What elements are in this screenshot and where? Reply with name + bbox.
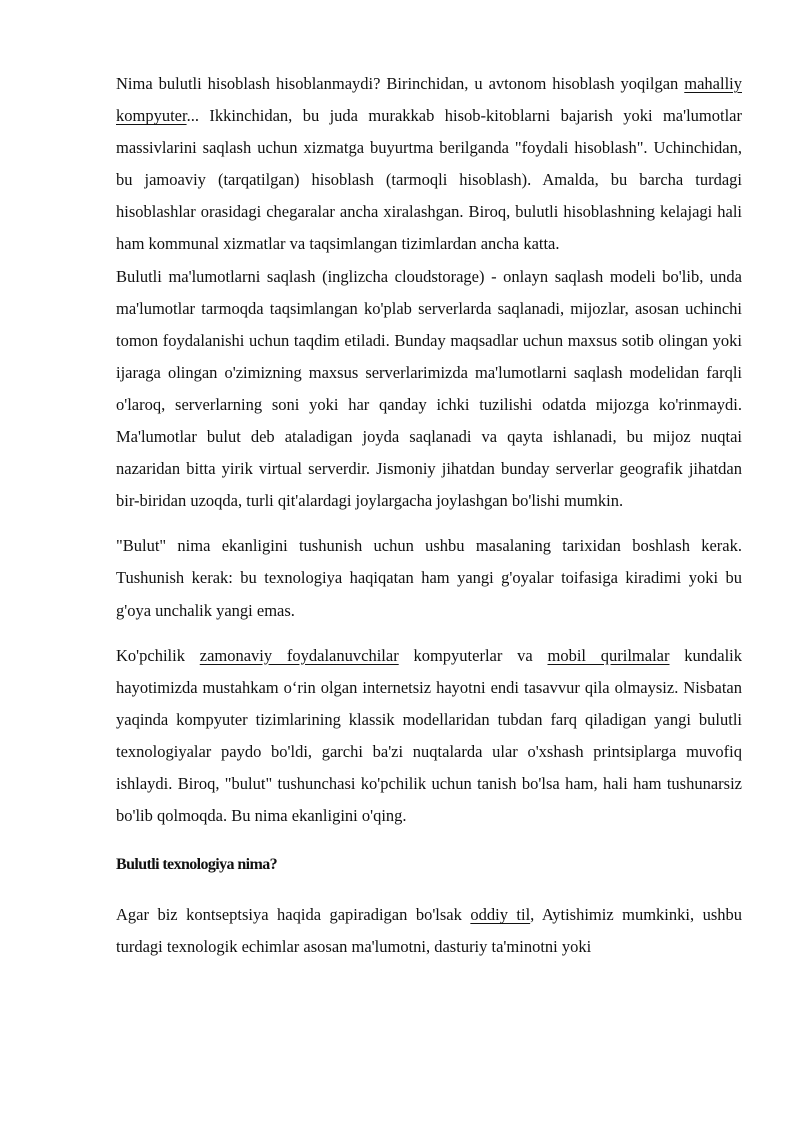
document-page — [116, 68, 742, 963]
link-oddiy-til[interactable]: oddiy til — [470, 905, 531, 925]
link-zamonaviy-foydalanuvchilar[interactable]: zamonaviy foydalanuvchilar — [199, 645, 399, 665]
paragraph-1: Nima bulutli hisoblash hisoblanmaydi? Birinchidan, u avtonom hisoblash yoqilgan mahalliy kompyuter... Ikkinchidan, bu juda murakkab hisob-kitoblarni bajarish yoki ma'lumotlar massivlarini saqlash uchun xizmatga buyurtma berilganda "foydali hisoblash". Uchinchidan, bu jamoaviy (tarqatilgan) hisoblash (tarmoqli hisoblash). Amalda, bu barcha turdagi hisoblashlar orasidagi chegaralar ancha xiralashgan. Biroq, bulutli hisoblashning kelajagi hali ham kommunal xizmatlar va taqsimlangan tizimlardan ancha katta. — [116, 74, 742, 254]
link-mobil-qurilmalar[interactable]: mobil qurilmalar — [547, 645, 670, 665]
paragraph-3: "Bulut" nima ekanligini tushunish uchun ushbu masalaning tarixidan boshlash kerak. Tushunish kerak: bu texnologiya haqiqatan ham yangi g'oyalar toifasiga kiradimi yoki bu g'oya unchalik yangi emas. — [116, 536, 742, 620]
section-heading: Bulutli texnologiya nima? — [116, 856, 278, 874]
link-mahalliy-kompyuter[interactable]: mahalliy kompyuter — [116, 74, 742, 126]
paragraph-4: Ko'pchilik zamonaviy foydalanuvchilar kompyuterlar va mobil qurilmalar kundalik hayotimizda mustahkam o‘rin olgan internetsiz hayotni endi tasavvur qila olmaysiz. Nisbatan yaqinda kompyuter tizimlarining klassik modellaridan tubdan farq qiladigan yangi bulutli texnologiyalar paydo bo'ldi, garchi ba'zi nuqtalarda ular o'xshash printsiplarga muvofiq ishlaydi. Biroq, "bulut" tushunchasi ko'pchilik uchun tanish bo'lsa ham, hali ham tushunarsiz bo'lib qolmoqda. Bu nima ekanligini o'qing. — [116, 645, 742, 826]
paragraph-5: Agar biz kontseptsiya haqida gapiradigan bo'lsak oddiy til, Aytishimiz mumkinki, ushbu turdagi texnologik echimlar asosan ma'lumotni, dasturiy ta'minotni yoki — [116, 905, 742, 957]
paragraph-2: Bulutli ma'lumotlarni saqlash (inglizcha cloudstorage) - onlayn saqlash modeli bo'lib, unda ma'lumotlar tarmoqda taqsimlangan ko'plab serverlarda saqlanadi, mijozlar, asosan uchinchi tomon foydalanishi uchun taqdim etiladi. Bunday maqsadlar uchun maxsus sotib olingan yoki ijaraga olingan o'zimizning maxsus serverlarimizda ma'lumotlarni saqlash modelidan farqli o'laroq, serverlarning soni yoki har qanday ichki tuzilishi odatda mijozga ko'rinmaydi. Ma'lumotlar bulut deb ataladigan joyda saqlanadi va qayta ishlanadi, bu mijoz nuqtai nazaridan bitta yirik virtual serverdir. Jismoniy jihatdan bunday serverlar geografik jihatdan bir-biridan uzoqda, turli qit'alardagi joylargacha joylashgan bo'lishi mumkin. — [116, 266, 742, 511]
